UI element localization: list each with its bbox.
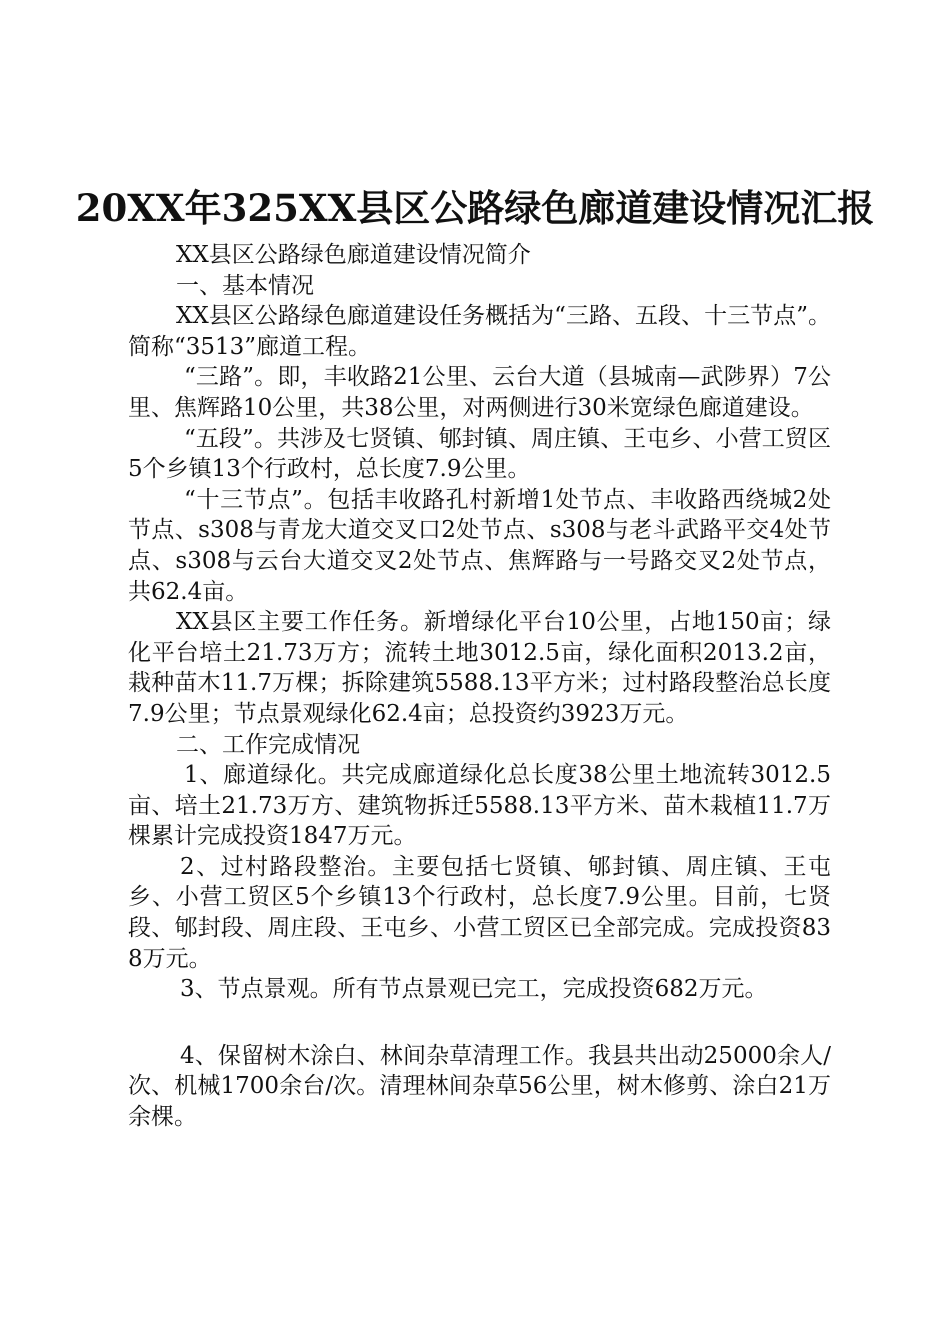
paragraph-corridor-greening: 1、廊道绿化。共完成廊道绿化总长度38公里土地流转3012.5亩、培土21.73万方、建筑物拆迁5588.13平方米、苗木栽植11.7万棵累计完成投资1847万元。 <box>128 762 831 850</box>
paragraph-three-roads: “三路”。即，丰收路21公里、云台大道（县城南—武陟界）7公里、焦辉路10公里，共38公里，对两侧进行30米宽绿色廊道建设。 <box>128 364 831 421</box>
paragraph-thirteen-nodes: “十三节点”。包括丰收路孔村新增1处节点、丰收路西绕城2处节点、s308与青龙大道交叉口2处节点、s308与老斗武路平交4处节点、s308与云台大道交叉2处节点、焦辉路与一号路交叉2处节点，共62.4亩。 <box>128 486 831 605</box>
paragraph-village-section: 2、过村路段整治。主要包括七贤镇、郇封镇、周庄镇、王屯乡、小营工贸区5个乡镇13个行政村，总长度7.9公里。目前，七贤段、郇封段、周庄段、王屯乡、小营工贸区已全部完成。完成投资838万元。 <box>128 853 831 972</box>
paragraph-tree-whitening: 4、保留树木涂白、林间杂草清理工作。我县共出动25000余人/次、机械1700余台/次。清理林间杂草56公里，树木修剪、涂白21万余棵。 <box>128 1042 831 1131</box>
paragraph-main-tasks: XX县区主要工作任务。新增绿化平台10公里，占地150亩；绿化平台培土21.73万方；流转土地3012.5亩，绿化面积2013.2亩，栽种苗木11.7万棵；拆除建筑5588.13平方米；过村路段整治总长度7.9公里；节点景观绿化62.4亩；总投资约3923万元。 <box>128 609 831 727</box>
paragraph-node-landscape: 3、节点景观。所有节点景观已完工，完成投资682万元。 <box>180 976 768 1003</box>
document-title: 20XX年325XX县区公路绿色廊道建设情况汇报 <box>75 186 875 230</box>
paragraph-five-sections: “五段”。共涉及七贤镇、郇封镇、周庄镇、王屯乡、小营工贸区5个乡镇13个行政村，总长度7.9公里。 <box>128 425 831 483</box>
paragraph-overview: XX县区公路绿色廊道建设任务概括为“三路、五段、十三节点”。简称“3513”廊道工程。 <box>128 303 831 360</box>
paragraph-intro-heading: XX县区公路绿色廊道建设情况简介 <box>176 242 531 268</box>
section-heading-basic: 一、基本情况 <box>176 272 314 299</box>
document-body <box>128 210 831 1133</box>
section-heading-progress: 二、工作完成情况 <box>176 731 360 758</box>
paragraph-spacer <box>128 1005 831 1041</box>
